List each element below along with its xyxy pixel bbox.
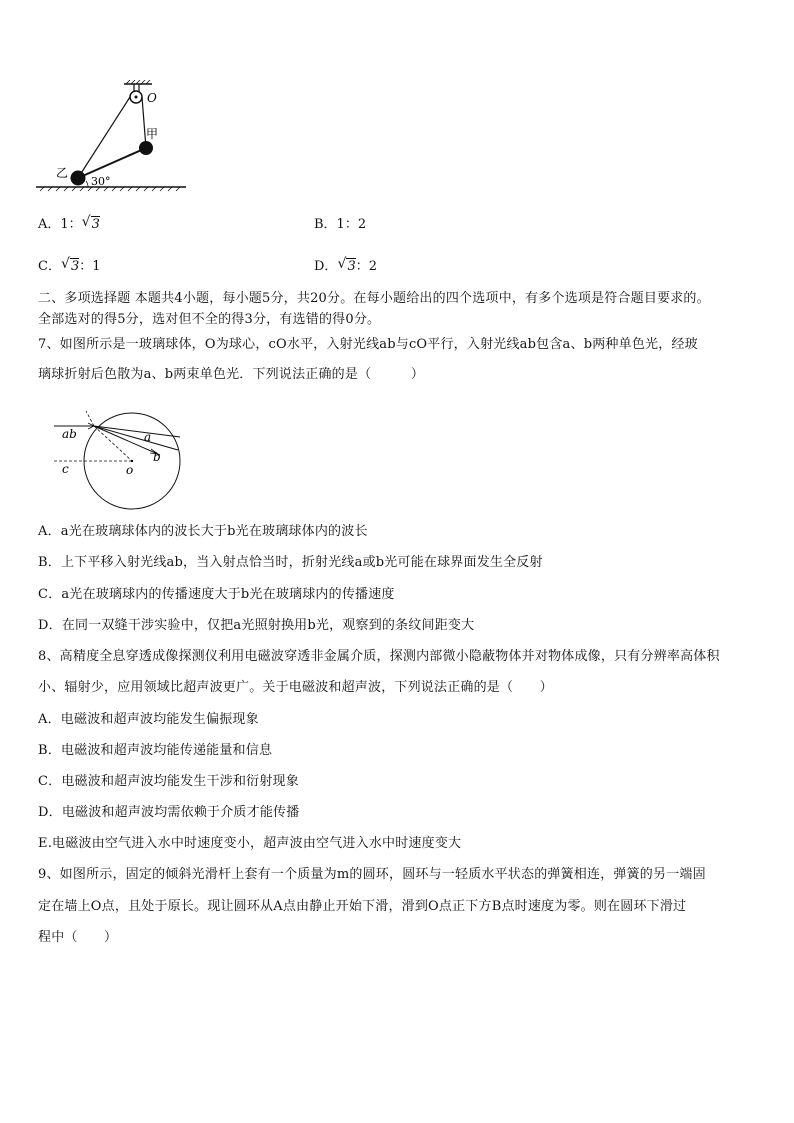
glass-sphere-figure — [50, 405, 195, 510]
q8-option-e: E.电磁波由空气进入水中时速度变小，超声波由空气进入水中时速度变大 — [38, 836, 462, 851]
label-a: a — [144, 430, 152, 444]
label-O: O — [147, 91, 157, 105]
q8-line1: 8、高精度全息穿透成像探测仪利用电磁波穿透非金属介质，探测内部微小隐蔽物体并对物体成像，只有分辨率高体积 — [38, 649, 720, 664]
q8-option-b: B．电磁波和超声波均能传递能量和信息 — [38, 743, 273, 758]
label-c: c — [62, 462, 69, 476]
q8-option-c: C．电磁波和超声波均能发生干涉和衍射现象 — [38, 774, 299, 789]
section2-line1: 二、多项选择题 本题共4小题，每小题5分，共20分。在每小题给出的四个选项中，有多个选项是符合题目要求的。 — [38, 291, 710, 306]
label-ab: ab — [62, 427, 77, 441]
q7-option-b: B．上下平移入射光线ab，当入射点恰当时，折射光线a或b光可能在球界面发生全反射 — [38, 555, 543, 570]
label-jia: 甲 — [146, 127, 159, 141]
q7-option-c: C．a光在玻璃球内的传播速度大于b光在玻璃球内的传播速度 — [38, 587, 395, 602]
label-o: o — [126, 463, 134, 477]
label-yi: 乙 — [56, 166, 69, 180]
q6-option-d: D． √ 3：2 — [314, 256, 377, 274]
label-angle: 30° — [91, 175, 111, 188]
section2-line2: 全部选对的得5分，选对但不全的得3分，有选错的得0分。 — [38, 312, 381, 327]
q6-option-a: A．1： √ 3 — [38, 214, 100, 232]
pulley-figure — [36, 80, 186, 198]
q6-option-b: B．1：2 — [314, 217, 367, 232]
q8-option-a: A．电磁波和超声波均能发生偏振现象 — [38, 712, 259, 727]
ball-jia — [139, 141, 153, 155]
ball-yi — [71, 171, 86, 186]
q7-option-d: D．在同一双缝干涉实验中，仅把a光照射换用b光，观察到的条纹间距变大 — [38, 618, 475, 633]
q6-option-c: C． √ 3：1 — [38, 256, 101, 274]
q7-line2: 璃球折射后色散为a、b两束单色光．下列说法正确的是（ ） — [38, 367, 425, 382]
q9-line3: 程中（ ） — [38, 930, 118, 945]
q9-line1: 9、如图所示，固定的倾斜光滑杆上套有一个质量为m的圆环，圆环与一轻质水平状态的弹簧相连，弹簧的另一端固 — [38, 867, 706, 882]
q8-option-d: D．电磁波和超声波均需依赖于介质才能传播 — [38, 805, 300, 820]
q7-line1: 7、如图所示是一玻璃球体，O为球心，cO水平，入射光线ab与cO平行，入射光线ab包含a、b两种单色光，经玻 — [38, 337, 698, 352]
q9-line2: 定在墙上O点，且处于原长。现让圆环从A点由静止开始下滑，滑到O点正下方B点时速度为零。则在圆环下滑过 — [38, 899, 687, 914]
q7-option-a: A．a光在玻璃球体内的波长大于b光在玻璃球体内的波长 — [38, 524, 368, 539]
q8-line2: 小、辐射少，应用领域比超声波更广。关于电磁波和超声波，下列说法正确的是（ ） — [38, 680, 553, 695]
label-b: b — [153, 450, 161, 464]
